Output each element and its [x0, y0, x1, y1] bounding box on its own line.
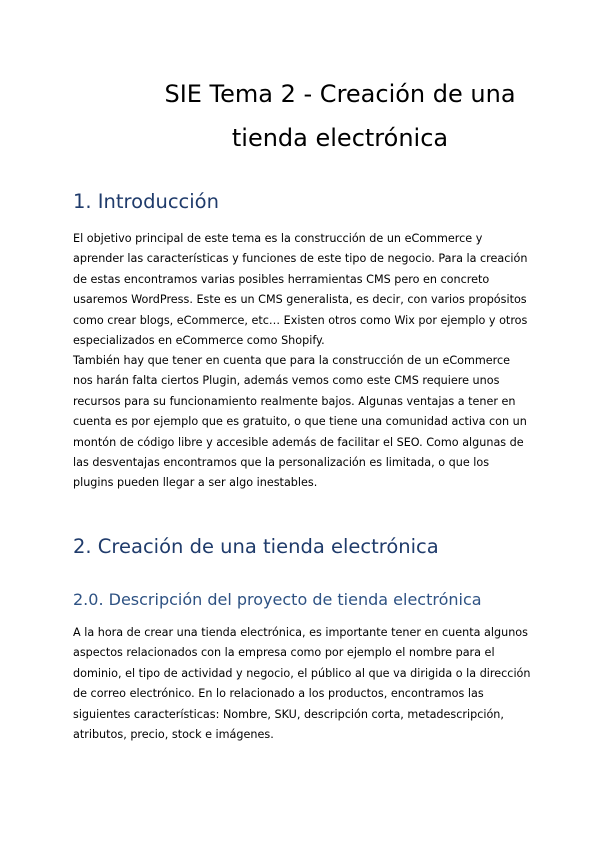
text-line: cuenta es por ejemplo que es gratuito, o que tiene una comunidad activa con un: [73, 415, 527, 429]
text-line: de estas encontramos varias posibles herramientas CMS pero en concreto: [73, 272, 490, 286]
text-line: usaremos WordPress. Este es un CMS generalista, es decir, con varios propósitos: [73, 293, 527, 307]
text-line: El objetivo principal de este tema es la construcción de un eCommerce y: [73, 232, 483, 245]
section-heading-introduccion: 1. Introducción: [73, 190, 219, 213]
text-line: A la hora de crear una tienda electrónica, es importante tener en cuenta algunos: [73, 626, 528, 639]
paragraph-introduccion-1: [73, 229, 533, 351]
text-line: También hay que tener en cuenta que para la construcción de un eCommerce: [73, 354, 511, 367]
subsection-heading-descripcion: 2.0. Descripción del proyecto de tienda electrónica: [73, 590, 482, 609]
paragraph-introduccion-2: [73, 351, 533, 494]
text-line: especializados en eCommerce como Shopify.: [73, 334, 325, 348]
text-line: siguientes características: Nombre, SKU, descripción corta, metadescripción,: [73, 707, 504, 721]
text-line: las desventajas encontramos que la personalización es limitada, o que los: [73, 456, 490, 470]
text-line: aspectos relacionados con la empresa como por ejemplo el nombre para el: [73, 646, 495, 660]
section-heading-creacion: 2. Creación de una tienda electrónica: [73, 535, 439, 558]
text-line: atributos, precio, stock e imágenes.: [73, 728, 274, 742]
text-line: aprender las características y funciones de este tipo de negocio. Para la creación: [73, 252, 528, 266]
text-line: de correo electrónico. En lo relacionado a los productos, encontramos las: [73, 687, 484, 701]
document-title: SIE Tema 2 - Creación de una tienda electrónica: [164, 80, 516, 152]
paragraph-descripcion-1: [73, 623, 533, 745]
text-line: recursos para su funcionamiento realmente bajos. Algunas ventajas a tener en: [73, 394, 516, 408]
text-line: como crear blogs, eCommerce, etc… Existen otros como Wix por ejemplo y otros: [73, 313, 528, 327]
text-line: montón de código libre y accesible además de facilitar el SEO. Como algunas de: [73, 435, 524, 449]
text-line: dominio, el tipo de actividad y negocio, el público al que va dirigida o la dirección: [73, 666, 531, 680]
text-line: nos harán falta ciertos Plugin, además vemos como este CMS requiere unos: [73, 374, 500, 388]
text-line: plugins pueden llegar a ser algo inestables.: [73, 476, 318, 490]
